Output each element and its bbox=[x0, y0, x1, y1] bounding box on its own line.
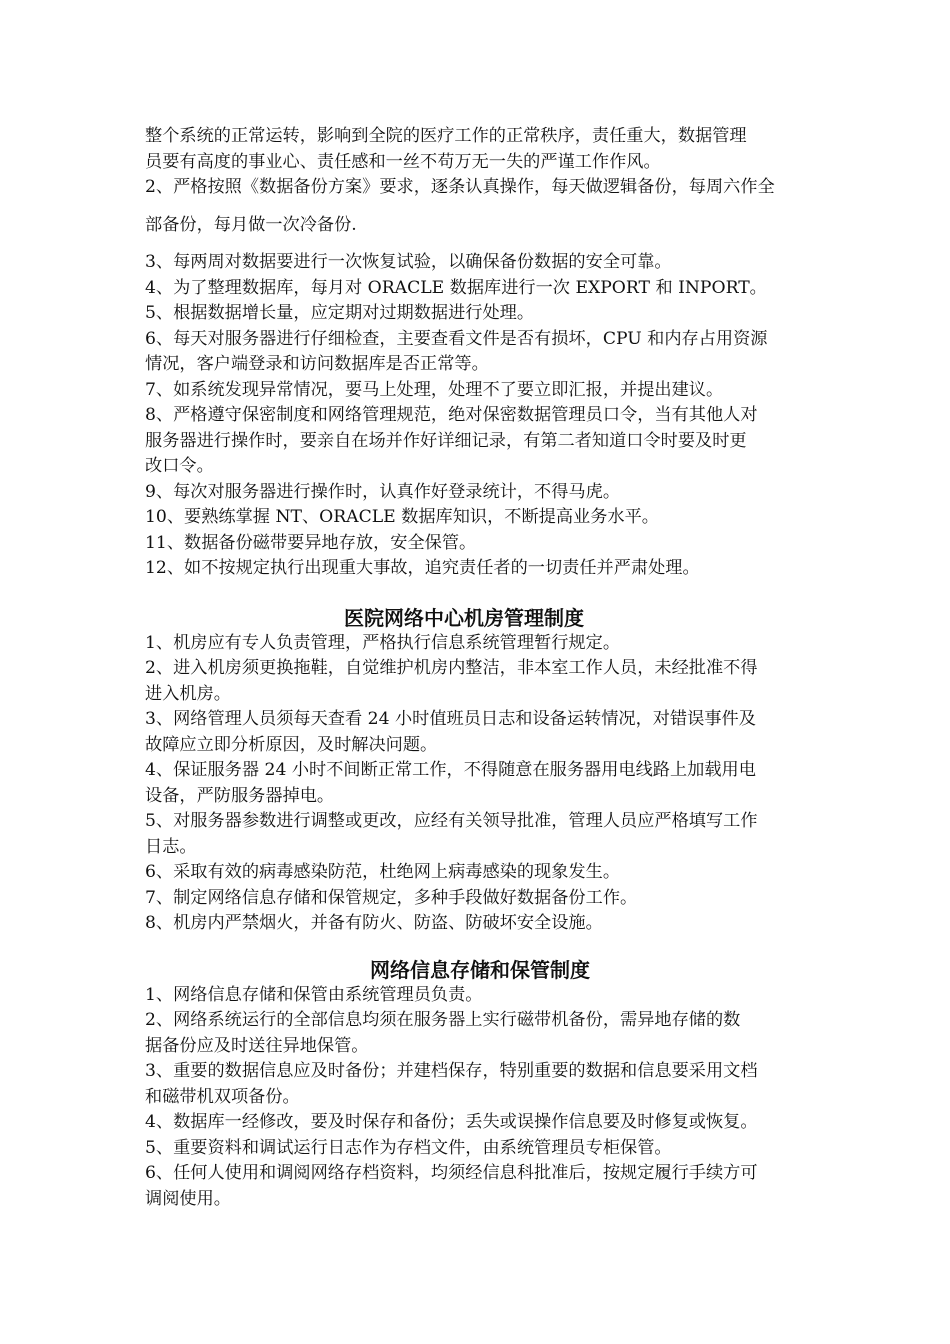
paragraph-line: 进入机房。 bbox=[145, 683, 231, 704]
paragraph-line: 2、进入机房须更换拖鞋，自觉维护机房内整洁，非本室工作人员，未经批准不得 bbox=[145, 658, 758, 678]
paragraph-line: 5、根据数据增长量，应定期对过期数据进行处理。 bbox=[145, 303, 535, 323]
paragraph-line: 4、为了整理数据库，每月对 ORACLE 数据库进行一次 EXPORT 和 INPORT。 bbox=[145, 277, 767, 298]
paragraph-line: 6、任何人使用和调阅网络存档资料，均须经信息科批准后，按规定履行手续方可 bbox=[145, 1163, 758, 1183]
section-storage bbox=[145, 983, 815, 1213]
section-data-management bbox=[145, 124, 815, 582]
paragraph-line: 改口令。 bbox=[145, 456, 214, 476]
paragraph-line: 8、机房内严禁烟火，并备有防火、防盗、防破坏安全设施。 bbox=[145, 913, 603, 933]
paragraph-line: 5、重要资料和调试运行日志作为存档文件，由系统管理员专柜保管。 bbox=[145, 1137, 672, 1158]
paragraph-line: 1、机房应有专人负责管理，严格执行信息系统管理暂行规定。 bbox=[145, 632, 621, 653]
paragraph-line: 1、网络信息存储和保管由系统管理员负责。 bbox=[145, 984, 483, 1005]
paragraph-line: 7、制定网络信息存储和保管规定，多种手段做好数据备份工作。 bbox=[145, 887, 638, 908]
paragraph-line: 9、每次对服务器进行操作时，认真作好登录统计，不得马虎。 bbox=[145, 481, 621, 502]
paragraph-line: 2、网络系统运行的全部信息均须在服务器上实行磁带机备份，需异地存储的数 bbox=[145, 1010, 741, 1030]
paragraph-line: 7、如系统发现异常情况，要马上处理，处理不了要立即汇报，并提出建议。 bbox=[145, 379, 724, 400]
paragraph-line: 调阅使用。 bbox=[145, 1188, 231, 1209]
document-page bbox=[145, 124, 815, 1212]
paragraph-line: 员要有高度的事业心、责任感和一丝不苟万无一失的严谨工作作风。 bbox=[145, 151, 661, 172]
paragraph-line: 3、每两周对数据要进行一次恢复试验，以确保备份数据的安全可靠。 bbox=[145, 252, 672, 272]
section-title: 网络信息存储和保管制度 bbox=[370, 957, 590, 982]
paragraph-line: 部备份，每月做一次冷备份. bbox=[145, 214, 357, 235]
paragraph-line: 4、保证服务器 24 小时不间断正常工作，不得随意在服务器用电线路上加载用电 bbox=[145, 760, 756, 780]
paragraph-line: 据备份应及时送往异地保管。 bbox=[145, 1035, 369, 1056]
paragraph-line: 3、重要的数据信息应及时备份；并建档保存，特别重要的数据和信息要采用文档 bbox=[145, 1061, 758, 1081]
paragraph-line: 和磁带机双项备份。 bbox=[145, 1086, 300, 1107]
paragraph-line: 5、对服务器参数进行调整或更改，应经有关领导批准，管理人员应严格填写工作 bbox=[145, 811, 758, 831]
paragraph-line: 4、数据库一经修改，要及时保存和备份；丢失或误操作信息要及时修复或恢复。 bbox=[145, 1112, 758, 1132]
paragraph-line: 情况，客户端登录和访问数据库是否正常等。 bbox=[145, 354, 489, 374]
paragraph-line: 整个系统的正常运转，影响到全院的医疗工作的正常秩序，责任重大，数据管理 bbox=[145, 126, 747, 146]
paragraph-line: 10、要熟练掌握 NT、ORACLE 数据库知识，不断提高业务水平。 bbox=[145, 507, 659, 527]
paragraph-line: 3、网络管理人员须每天查看 24 小时值班员日志和设备运转情况，对错误事件及 bbox=[145, 709, 756, 729]
paragraph-line: 服务器进行操作时，要亲自在场并作好详细记录，有第二者知道口令时要及时更 bbox=[145, 430, 747, 451]
paragraph-line: 2、严格按照《数据备份方案》要求，逐条认真操作，每天做逻辑备份，每周六作全 bbox=[145, 177, 775, 197]
section-machine-room bbox=[145, 631, 815, 937]
paragraph-line: 设备，严防服务器掉电。 bbox=[145, 785, 335, 806]
section-title: 医院网络中心机房管理制度 bbox=[344, 605, 584, 630]
paragraph-line: 12、如不按规定执行出现重大事故，追究责任者的一切责任并严肃处理。 bbox=[145, 558, 700, 578]
paragraph-line: 11、数据备份磁带要异地存放，安全保管。 bbox=[145, 532, 477, 553]
paragraph-line: 6、采取有效的病毒感染防范，杜绝网上病毒感染的现象发生。 bbox=[145, 862, 621, 882]
paragraph-line: 故障应立即分析原因，及时解决问题。 bbox=[145, 734, 438, 755]
paragraph-line: 8、严格遵守保密制度和网络管理规范，绝对保密数据管理员口令，当有其他人对 bbox=[145, 405, 758, 425]
paragraph-line: 日志。 bbox=[145, 836, 197, 857]
paragraph-line: 6、每天对服务器进行仔细检查，主要查看文件是否有损坏，CPU 和内存占用资源 bbox=[145, 328, 768, 349]
